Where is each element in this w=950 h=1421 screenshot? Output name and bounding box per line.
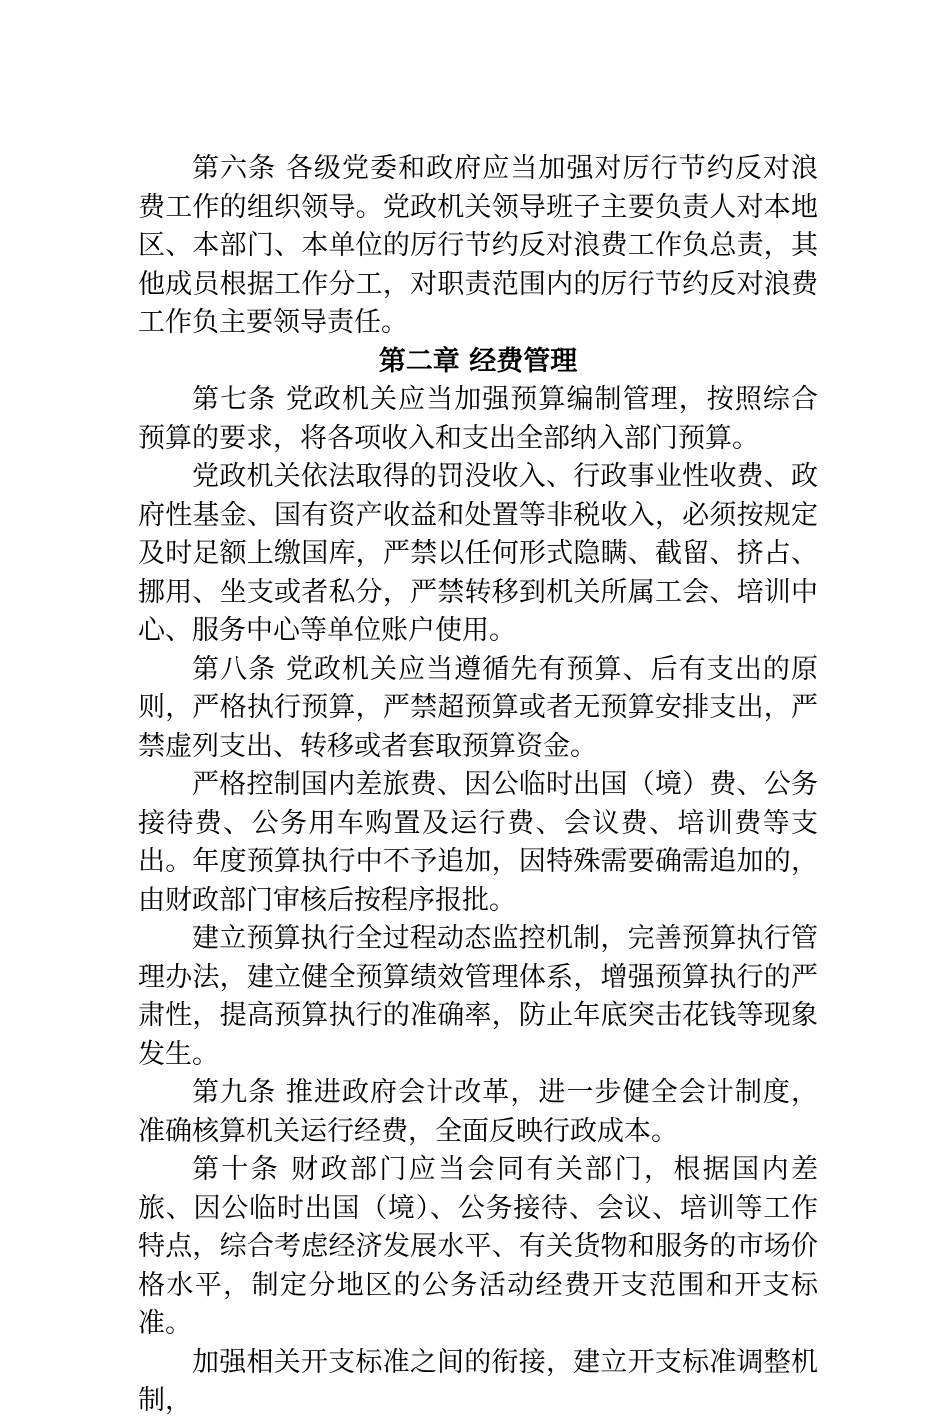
document-body <box>138 150 818 1421</box>
paragraph-expense-control: 严格控制国内差旅费、因公临时出国（境）费、公务接待费、公务用车购置及运行费、会议费、培训费等支出。年度预算执行中不予追加，因特殊需要确需追加的，由财政部门审核后按程序报批。 <box>138 769 818 916</box>
paragraph-article-7: 第七条 党政机关应当加强预算编制管理，按照综合预算的要求，将各项收入和支出全部纳入部门预算。 <box>138 384 818 454</box>
chapter-title: 第二章 经费管理 <box>378 345 578 377</box>
paragraph-article-8: 第八条 党政机关应当遵循先有预算、后有支出的原则，严格执行预算，严禁超预算或者无预算安排支出，严禁虚列支出、转移或者套取预算资金。 <box>138 653 818 762</box>
paragraph-article-9: 第九条 推进政府会计改革，进一步健全会计制度，准确核算机关运行经费，全面反映行政成本。 <box>138 1077 818 1147</box>
paragraph-non-tax-revenue: 党政机关依法取得的罚没收入、行政事业性收费、政府性基金、国有资产收益和处置等非税收入，必须按规定及时足额上缴国库，严禁以任何形式隐瞒、截留、挤占、挪用、坐支或者私分，严禁转移到机关所属工会、培训中心、服务中心等单位账户使用。 <box>138 461 818 646</box>
paragraph-standards-linkage: 加强相关开支标准之间的衔接，建立开支标准调整机制， <box>138 1346 818 1416</box>
paragraph-article-10: 第十条 财政部门应当会同有关部门，根据国内差旅、因公临时出国（境）、公务接待、会议、培训等工作特点，综合考虑经济发展水平、有关货物和服务的市场价格水平，制定分地区的公务活动经费开支范围和开支标准。 <box>138 1154 818 1339</box>
paragraph-budget-monitoring: 建立预算执行全过程动态监控机制，完善预算执行管理办法，建立健全预算绩效管理体系，增强预算执行的严肃性，提高预算执行的准确率，防止年底突击花钱等现象发生。 <box>138 923 818 1070</box>
paragraph-article-6: 第六条 各级党委和政府应当加强对厉行节约反对浪费工作的组织领导。党政机关领导班子主要负责人对本地区、本部门、本单位的厉行节约反对浪费工作负总责，其他成员根据工作分工，对职责范围内的厉行节约反对浪费工作负主要领导责任。 <box>138 153 818 338</box>
